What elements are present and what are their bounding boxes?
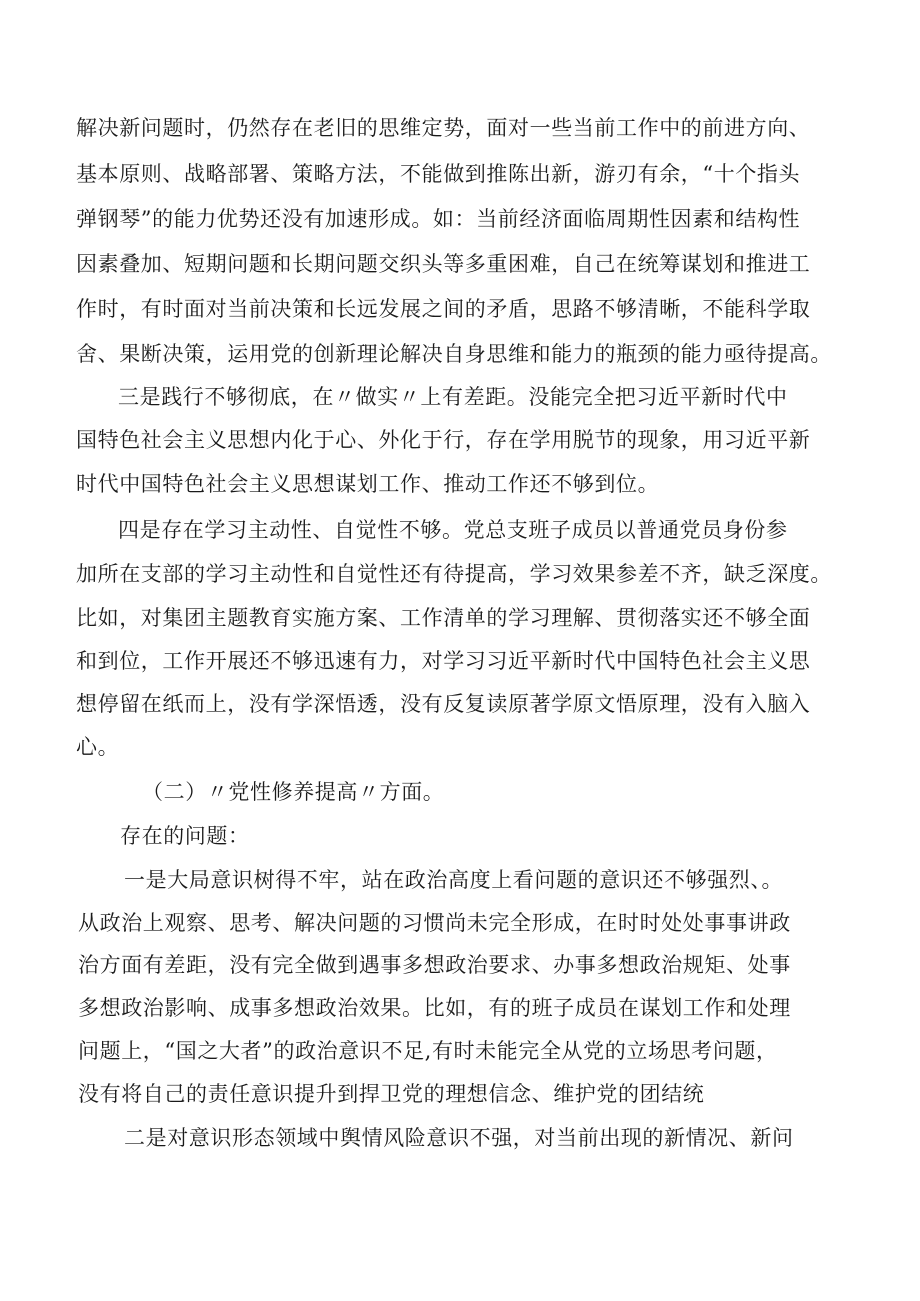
- text-line-17: 存在的问题：: [120, 824, 250, 848]
- text-line-23: 没有将自己的责任意识提升到捍卫党的理想信念、维护党的团结统: [78, 1082, 705, 1106]
- text-line-21: 多想政治影响、成事多想政治效果。比如，有的班子成员在谋划工作和处理: [78, 996, 791, 1020]
- section-heading: （二）〃党性修养提高〃方面。: [142, 780, 445, 804]
- text-line-7: 三是践行不够彻底，在〃做实〃上有差距。没能完全把习近平新时代中: [118, 385, 788, 409]
- text-line-22: 问题上，“国之大者”的政治意识不足,有时未能完全从党的立场思考问题，: [78, 1039, 778, 1063]
- text-line-10: 四是存在学习主动性、自觉性不够。党总支班子成员以普通党员身份参: [118, 518, 788, 542]
- text-line-15: 心。: [76, 735, 120, 759]
- text-line-24: 二是对意识形态领域中舆情风险意识不强，对当前出现的新情况、新问: [124, 1126, 794, 1150]
- text-line-3: 弹钢琴”的能力优势还没有加速形成。如：当前经济面临周期性因素和结构性: [76, 207, 801, 231]
- text-line-5: 作时，有时面对当前决策和长远发展之间的矛盾，思路不够清晰，不能科学取: [76, 297, 811, 321]
- text-line-11: 加所在支部的学习主动性和自觉性还有待提高，学习效果参差不齐，缺乏深度。: [76, 562, 832, 586]
- text-line-19: 从政治上观察、思考、解决问题的习惯尚未完全形成，在时时处处事事讲政: [78, 911, 791, 935]
- text-line-13: 和到位，工作开展还不够迅速有力，对学习习近平新时代中国特色社会主义思: [76, 649, 811, 673]
- text-line-4: 因素叠加、短期问题和长期问题交织头等多重困难，自己在统筹谋划和推进工: [76, 252, 811, 276]
- text-line-8: 国特色社会主义思想内化于心、外化于行，存在学用脱节的现象，用习近平新: [76, 428, 811, 452]
- text-line-6: 舍、果断决策，运用党的创新理论解决自身思维和能力的瓶颈的能力亟待提高。: [76, 342, 832, 366]
- text-line-9: 时代中国特色社会主义思想谋划工作、推动工作还不够到位。: [76, 472, 660, 496]
- text-line-20: 治方面有差距，没有完全做到遇事多想政治要求、办事多想政治规矩、处事: [78, 953, 791, 977]
- text-line-12: 比如，对集团主题教育实施方案、工作清单的学习理解、贯彻落实还不够全面: [76, 606, 811, 630]
- text-line-14: 想停留在纸而上，没有学深悟透，没有反复读原著学原文悟原理，没有入脑入: [76, 692, 811, 716]
- text-line-18: 一是大局意识树得不牢，站在政治高度上看问题的意识还不够强烈、。: [124, 868, 784, 892]
- text-line-1: 解决新问题时，仍然存在老旧的思维定势，面对一些当前工作中的前进方向、: [76, 116, 811, 140]
- text-line-2: 基本原则、战略部署、策略方法，不能做到推陈出新，游刃有余，“十个指头: [76, 162, 801, 186]
